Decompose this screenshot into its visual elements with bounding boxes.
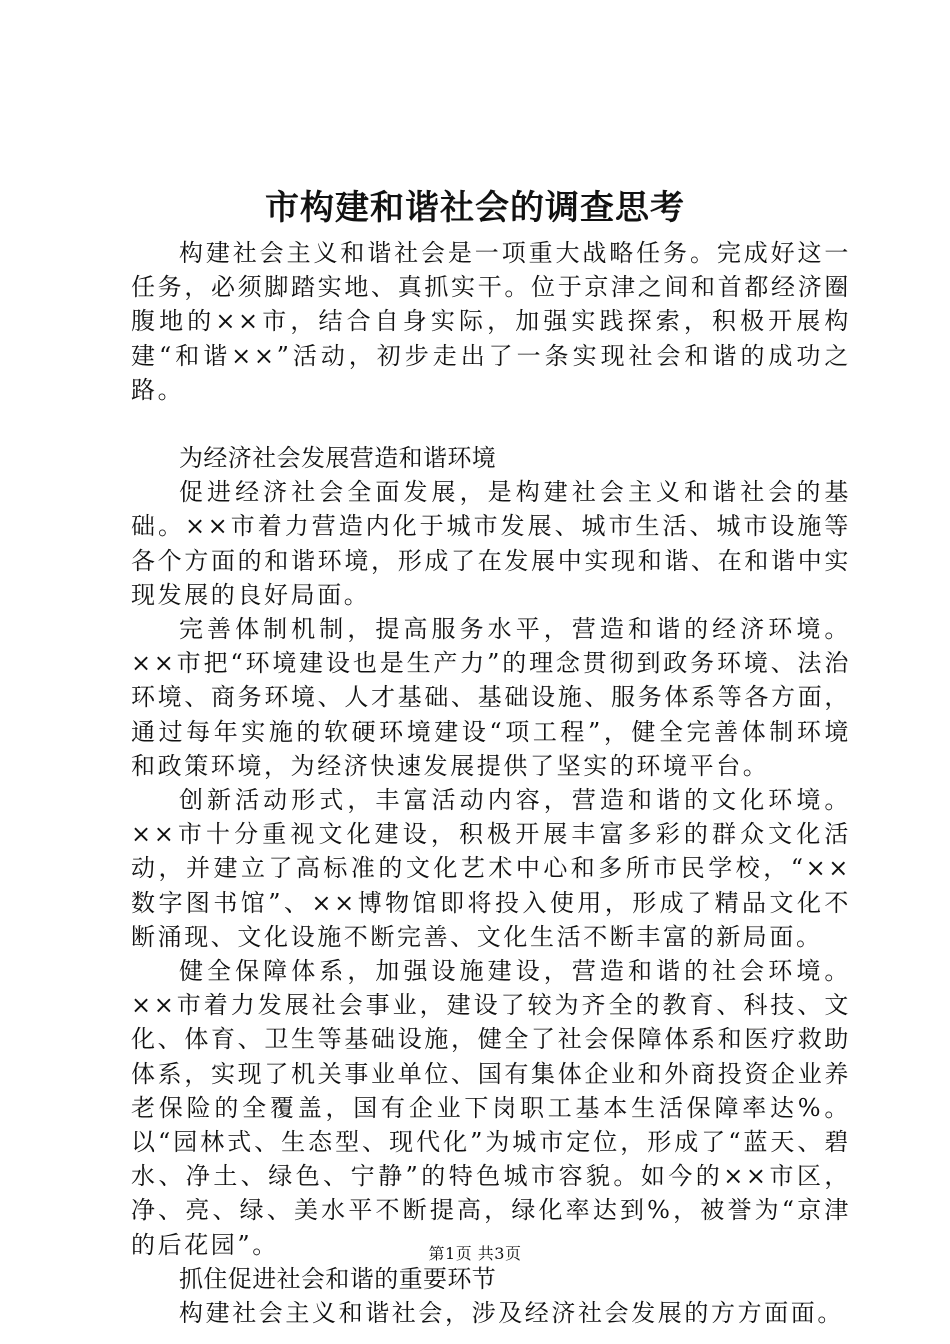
paragraph-spacer	[131, 407, 851, 441]
section1-paragraph-3: 创新活动形式，丰富活动内容，营造和谐的文化环境。××市十分重视文化建设，积极开展丰富多彩的群众文化活动，并建立了高标准的文化艺术中心和多所市民学校，“××数字图书馆”、××博物馆即将投入使用，形成了精品文化不断涌现、文化设施不断完善、文化生活不断丰富的新局面。	[131, 786, 851, 951]
intro-paragraph: 构建社会主义和谐社会是一项重大战略任务。完成好这一任务，必须脚踏实地、真抓实干。位于京津之间和首都经济圈腹地的××市，结合自身实际，加强实践探索，积极开展构建“和谐××”活动，初步走出了一条实现社会和谐的成功之路。	[131, 239, 851, 404]
page-number-footer: 第1页 共3页	[428, 1244, 522, 1263]
section1-paragraph-2: 完善体制机制，提高服务水平，营造和谐的经济环境。××市把“环境建设也是生产力”的理念贯彻到政务环境、法治环境、商务环境、人才基础、基础设施、服务体系等各方面，通过每年实施的软硬环境建设“项工程”，健全完善体制环境和政策环境，为经济快速发展提供了坚实的环境平台。	[131, 615, 851, 780]
section1-paragraph-4: 健全保障体系，加强设施建设，营造和谐的社会环境。××市着力发展社会事业，建设了较为齐全的教育、科技、文化、体育、卫生等基础设施，健全了社会保障体系和医疗救助体系，实现了机关事业单位、国有集体企业和外商投资企业养老保险的全覆盖，国有企业下岗职工基本生活保障率达%。以“园林式、生态型、现代化”为城市定位，形成了“蓝天、碧水、净土、绿色、宁静”的特色城市容貌。如今的××市区，净、亮、绿、美水平不断提高，绿化率达到%，被誉为“京津的后花园”。	[131, 957, 851, 1259]
section1-paragraph-1: 促进经济社会全面发展，是构建社会主义和谐社会的基础。××市着力营造内化于城市发展、城市生活、城市设施等各个方面的和谐环境，形成了在发展中实现和谐、在和谐中实现发展的良好局面。	[131, 478, 851, 609]
section-heading-key-links: 抓住促进社会和谐的重要环节	[179, 1264, 497, 1293]
section-heading-environment: 为经济社会发展营造和谐环境	[179, 444, 497, 473]
section2-paragraph-1: 构建社会主义和谐社会，涉及经济社会发展的方方面面。	[179, 1299, 844, 1328]
document-body	[131, 236, 851, 1330]
page-title: 市构建和谐社会的调查思考	[265, 188, 685, 228]
